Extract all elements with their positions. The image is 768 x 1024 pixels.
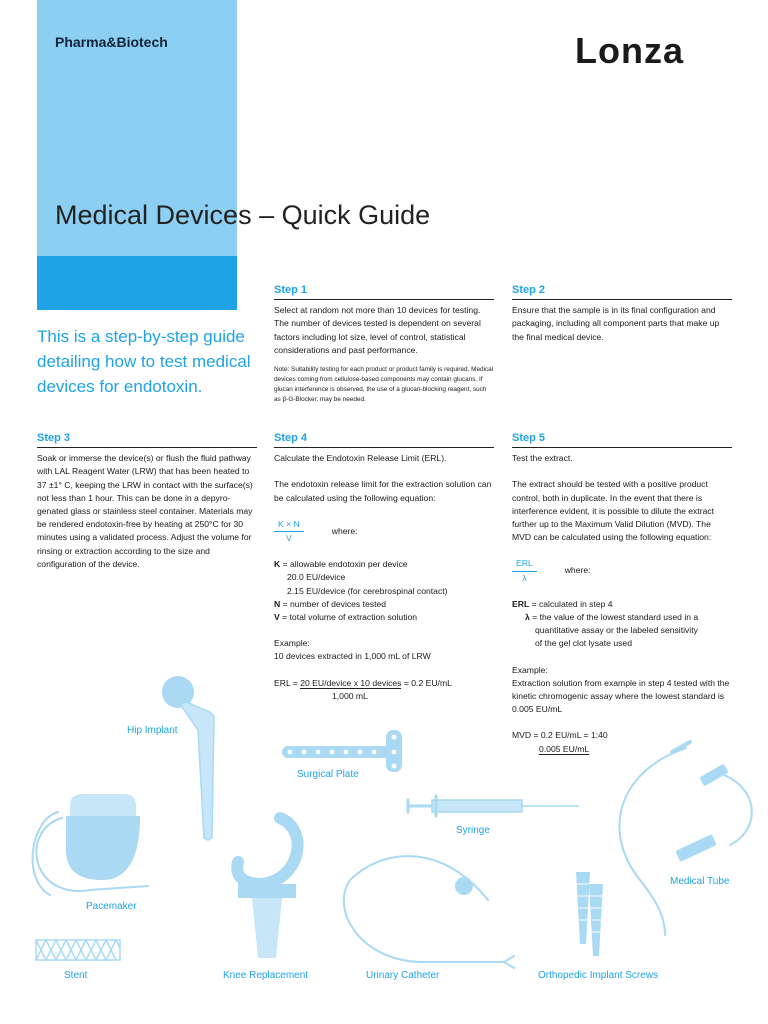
k-value-1: 20.0 EU/device bbox=[287, 572, 346, 583]
erl-calculation: ERL = 20 EU/device x 10 devices = 0.2 EU/mL bbox=[274, 677, 452, 688]
erl-where: where: bbox=[331, 525, 358, 536]
stent-icon bbox=[36, 940, 120, 960]
step-4-line1: Calculate the Endotoxin Release Limit (ERL). bbox=[274, 453, 447, 464]
step-3-body: Soak or immerse the device(s) or flush the fluid pathway with LAL Reagent Water (LRW) that has been heated to 37 ±1° C, keeping the LRW in contact with the surface(s) not less than 1 hour. This can be done in a depyro-genated glass or stainless steel container. Materials may be rendered endotoxin-free by heating at 250°C for 30 minutes using a validated process. Adjust the volume for rinsing or extraction according to the size and configuration of the device. bbox=[37, 453, 253, 569]
step-4-example-label: Example: bbox=[274, 638, 310, 649]
hip-implant-icon bbox=[162, 676, 214, 840]
step-5-example-text: Extraction solution from example in step 4 tested with the kinetic chromogenic assay where the lowest standard is 0.005 EU/mL bbox=[512, 677, 730, 715]
step-5-line1: Test the extract. bbox=[512, 453, 573, 464]
surgical-plate-icon bbox=[282, 730, 402, 772]
header-color-band bbox=[37, 256, 237, 310]
step-4-line2: The endotoxin release limit for the extraction solution can be calculated using the following equation: bbox=[274, 479, 492, 503]
erl-definition: ERL = calculated in step 4 bbox=[512, 598, 613, 609]
step-4-heading: Step 4 bbox=[274, 432, 494, 448]
medical-tube-label: Medical Tube bbox=[670, 876, 730, 887]
step-5-heading: Step 5 bbox=[512, 432, 732, 448]
pacemaker-label: Pacemaker bbox=[86, 901, 137, 912]
surgical-plate-label: Surgical Plate bbox=[297, 769, 359, 780]
hip-implant-label: Hip Implant bbox=[127, 725, 178, 736]
lonza-logo: Lonza bbox=[575, 30, 684, 71]
intro-text: This is a step-by-step guide detailing how to test medical devices for endotoxin. bbox=[37, 327, 251, 396]
stent-label: Stent bbox=[64, 970, 88, 981]
page-title: Medical Devices – Quick Guide bbox=[55, 200, 431, 230]
step-4-example-text: 10 devices extracted in 1,000 mL of LRW bbox=[274, 651, 431, 662]
mvd-calculation: MVD = 0.2 EU/mL = 1:40 bbox=[512, 730, 608, 741]
urinary-catheter-icon bbox=[344, 856, 514, 968]
step-1-body: Select at random not more than 10 devices for testing. The number of devices tested is dependent on several factors including lot size, level of control, statistical considerations and past performance. bbox=[274, 305, 481, 355]
mvd-numerator: ERL bbox=[512, 557, 537, 571]
step-1-note: Note: Suitability testing for each product or product family is required. Medical devices coming from cellulose-based components may contain glucans. If glucan interference is observed, the use of a glucan-blocking reagent, such as β-G-Blocker, may be needed. bbox=[274, 366, 494, 404]
erl-equation bbox=[274, 518, 494, 545]
lambda-definition-2: quantitative assay or the labeled sensitivity bbox=[535, 625, 698, 636]
mvd-equation bbox=[512, 557, 732, 584]
orthopedic-screws-label: Orthopedic Implant Screws bbox=[538, 970, 659, 981]
erl-calculation-denominator: 1,000 mL bbox=[332, 690, 368, 701]
division-label: Pharma&Biotech bbox=[55, 34, 168, 50]
step-5-line2: The extract should be tested with a positive product control, both in duplicate. In the event that there is interference evident, it is possible to dilute the extract further up to the Maximum Valid Dilution (MVD). The MVD can be calculated using the following equation: bbox=[512, 479, 715, 543]
mvd-where: where: bbox=[564, 565, 591, 576]
lambda-definition: λ = the value of the lowest standard used in a bbox=[525, 612, 699, 623]
syringe-icon bbox=[408, 796, 578, 816]
k-definition: K = allowable endotoxin per device bbox=[274, 559, 408, 570]
erl-denominator: V bbox=[286, 533, 292, 544]
step-5-example-label: Example: bbox=[512, 664, 548, 675]
medical-tube-icon bbox=[619, 742, 751, 935]
step-1-heading: Step 1 bbox=[274, 284, 494, 300]
pacemaker-icon bbox=[33, 794, 148, 895]
step-2 bbox=[512, 284, 732, 344]
erl-numerator: K × N bbox=[274, 518, 304, 532]
mvd-denominator: λ bbox=[522, 572, 527, 583]
knee-replacement-icon bbox=[237, 818, 297, 958]
step-3-heading: Step 3 bbox=[37, 432, 257, 448]
mvd-calculation-denominator: 0.005 EU/mL bbox=[539, 743, 590, 754]
step-1 bbox=[274, 284, 494, 405]
orthopedic-screws-icon bbox=[576, 872, 603, 956]
k-value-2: 2.15 EU/device (for cerebrospinal contact) bbox=[287, 585, 448, 596]
syringe-label: Syringe bbox=[456, 825, 490, 836]
lambda-definition-3: of the gel clot lysate used bbox=[535, 638, 632, 649]
urinary-catheter-label: Urinary Catheter bbox=[366, 970, 440, 981]
step-2-heading: Step 2 bbox=[512, 284, 732, 300]
knee-replacement-label: Knee Replacement bbox=[223, 970, 309, 981]
n-definition: N = number of devices tested bbox=[274, 598, 387, 609]
v-definition: V = total volume of extraction solution bbox=[274, 612, 418, 623]
step-3 bbox=[37, 432, 257, 571]
step-2-body: Ensure that the sample is in its final configuration and packaging, including all component parts that make up the final medical device. bbox=[512, 305, 720, 342]
